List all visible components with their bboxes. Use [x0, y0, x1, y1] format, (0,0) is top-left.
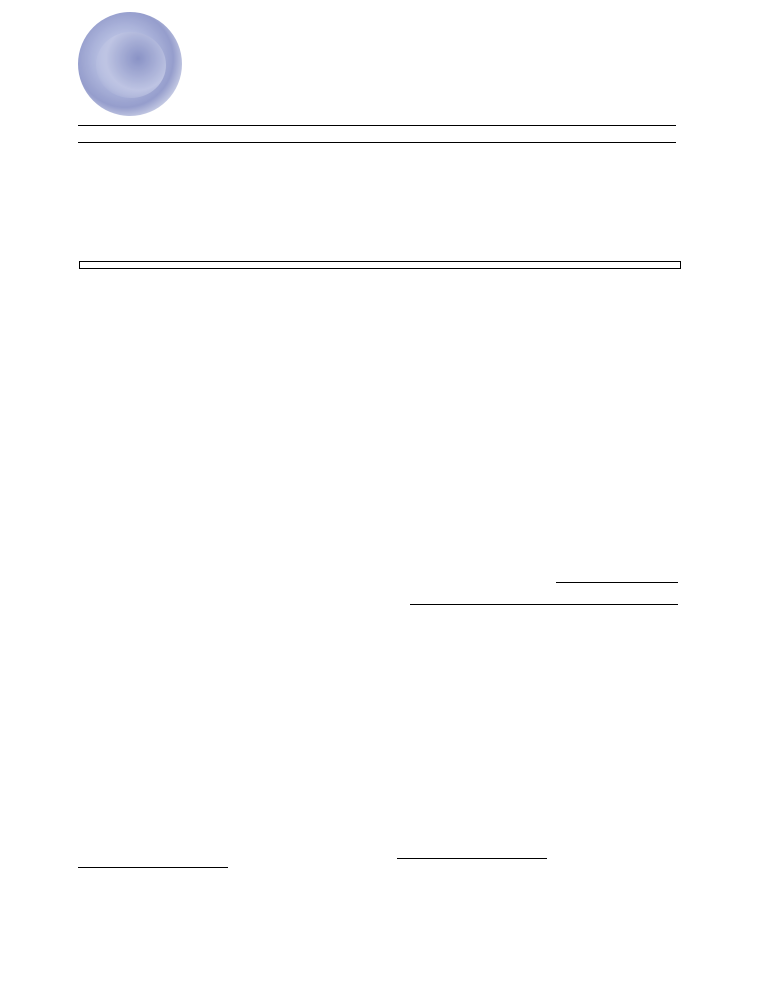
ccss-logo [78, 12, 182, 116]
table-header-rule [410, 604, 678, 605]
footnote-rule-right [397, 858, 547, 859]
header-rule-bottom [78, 142, 676, 143]
left-column [78, 420, 363, 435]
abstract-box [79, 261, 681, 269]
header-rule-top [78, 125, 676, 126]
table-evol-header [556, 582, 678, 583]
footnote-rule-left [78, 867, 228, 868]
col-header-impact [626, 584, 678, 586]
